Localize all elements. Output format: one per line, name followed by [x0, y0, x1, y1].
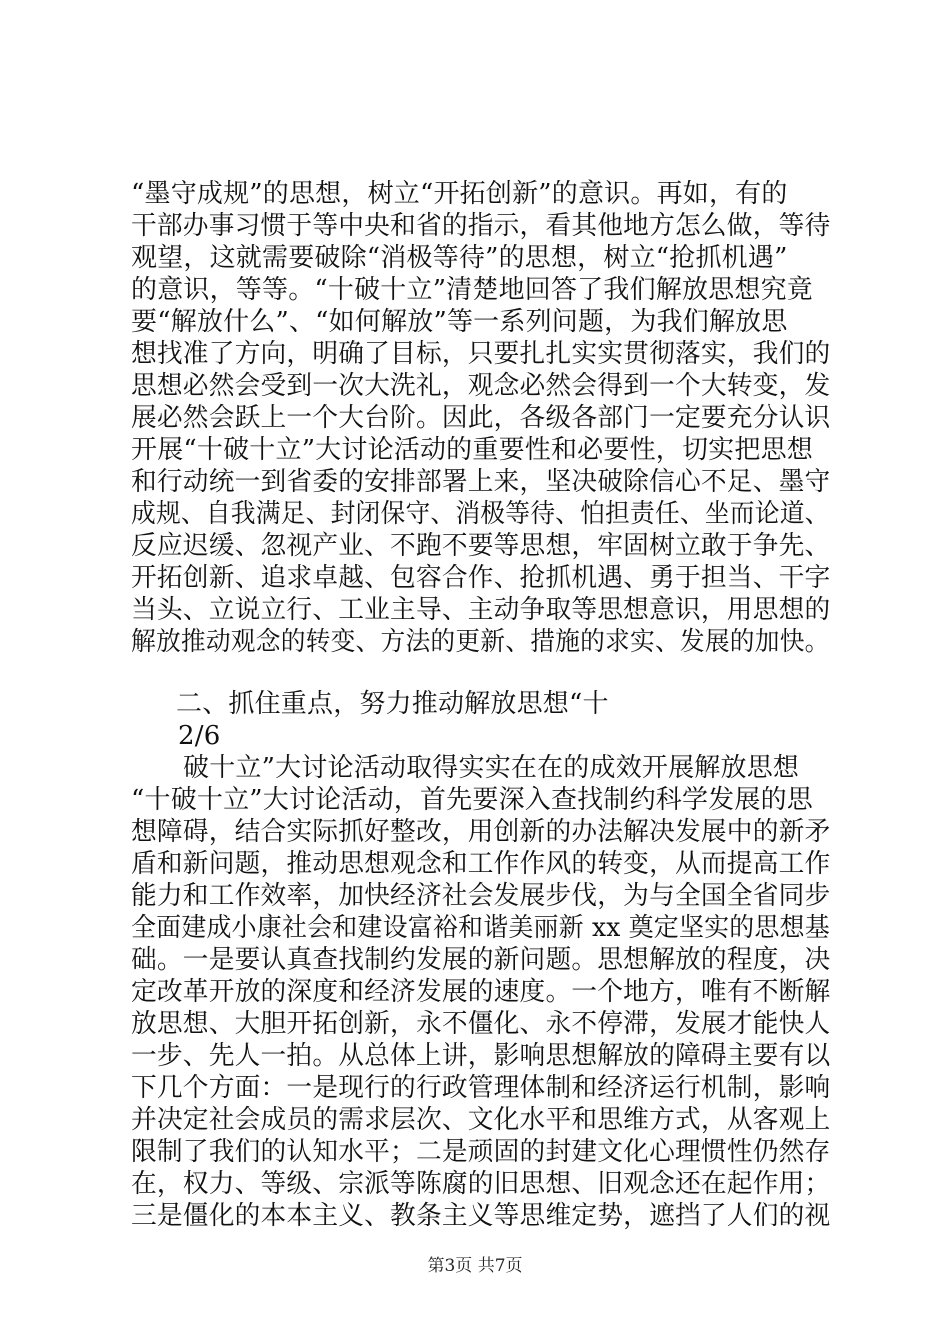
- page-footer: 第3页 共7页: [427, 1256, 523, 1276]
- text-line: 全面建成小康社会和建设富裕和谐美丽新 xx 奠定坚实的思想基: [131, 913, 830, 943]
- text-line: 的意识，等等。“十破十立”清楚地回答了我们解放思想究竟: [131, 275, 813, 305]
- text-line: 想找准了方向，明确了目标，只要扎扎实实贯彻落实，我们的: [131, 339, 831, 369]
- text-line: 要“解放什么”、“如何解放”等一系列问题，为我们解放思: [131, 307, 788, 337]
- text-line: 放思想、大胆开拓创新，永不僵化、永不停滞，发展才能快人: [131, 1009, 831, 1039]
- text-line: 解放推动观念的转变、方法的更新、措施的求实、发展的加快。: [131, 627, 830, 657]
- text-line: 破十立”大讨论活动取得实实在在的成效开展解放思想: [183, 753, 800, 783]
- text-line: 盾和新问题，推动思想观念和工作作风的转变，从而提高工作: [131, 849, 831, 879]
- text-line: 能力和工作效率，加快经济社会发展步伐，为与全国全省同步: [131, 881, 831, 911]
- text-line: 一步、先人一拍。从总体上讲，影响思想解放的障碍主要有以: [131, 1041, 831, 1071]
- text-line: 开展“十破十立”大讨论活动的重要性和必要性，切实把思想: [131, 435, 813, 465]
- text-line: 限制了我们的认知水平；二是顽固的封建文化心理惯性仍然存: [131, 1137, 831, 1167]
- text-line: 三是僵化的本本主义、教条主义等思维定势，遮挡了人们的视: [131, 1201, 831, 1231]
- text-line: “十破十立”大讨论活动，首先要深入查找制约科学发展的思: [131, 785, 813, 815]
- text-line: 成规、自我满足、封闭保守、消极等待、怕担责任、坐而论道、: [131, 499, 830, 529]
- text-line: 础。一是要认真查找制约发展的新问题。思想解放的程度，决: [131, 945, 831, 975]
- text-line: 开拓创新、追求卓越、包容合作、抢抓机遇、勇于担当、干字: [131, 563, 831, 593]
- text-line: 定改革开放的深度和经济发展的速度。一个地方，唯有不断解: [131, 977, 831, 1007]
- text-line: 下几个方面：一是现行的行政管理体制和经济运行机制，影响: [131, 1073, 831, 1103]
- text-line: 展必然会跃上一个大台阶。因此，各级各部门一定要充分认识: [131, 403, 831, 433]
- inline-page-marker: 2/6: [178, 721, 221, 751]
- text-line: 在，权力、等级、宗派等陈腐的旧思想、旧观念还在起作用；: [131, 1169, 831, 1199]
- text-line: 并决定社会成员的需求层次、文化水平和思维方式，从客观上: [131, 1105, 831, 1135]
- text-line: 干部办事习惯于等中央和省的指示，看其他地方怎么做，等待: [131, 211, 831, 241]
- section-heading: 二、抓住重点，努力推动解放思想“十: [176, 689, 609, 719]
- text-line: 当头、立说立行、工业主导、主动争取等思想意识，用思想的: [131, 595, 831, 625]
- text-line: 想障碍，结合实际抓好整改，用创新的办法解决发展中的新矛: [131, 817, 831, 847]
- text-line: 观望，这就需要破除“消极等待”的思想，树立“抢抓机遇”: [131, 243, 788, 273]
- text-line: 思想必然会受到一次大洗礼，观念必然会得到一个大转变，发: [131, 371, 831, 401]
- text-line: 和行动统一到省委的安排部署上来，坚决破除信心不足、墨守: [131, 467, 831, 497]
- text-line: “墨守成规”的思想，树立“开拓创新”的意识。再如，有的: [131, 179, 788, 209]
- text-line: 反应迟缓、忽视产业、不跑不要等思想，牢固树立敢于争先、: [131, 531, 831, 561]
